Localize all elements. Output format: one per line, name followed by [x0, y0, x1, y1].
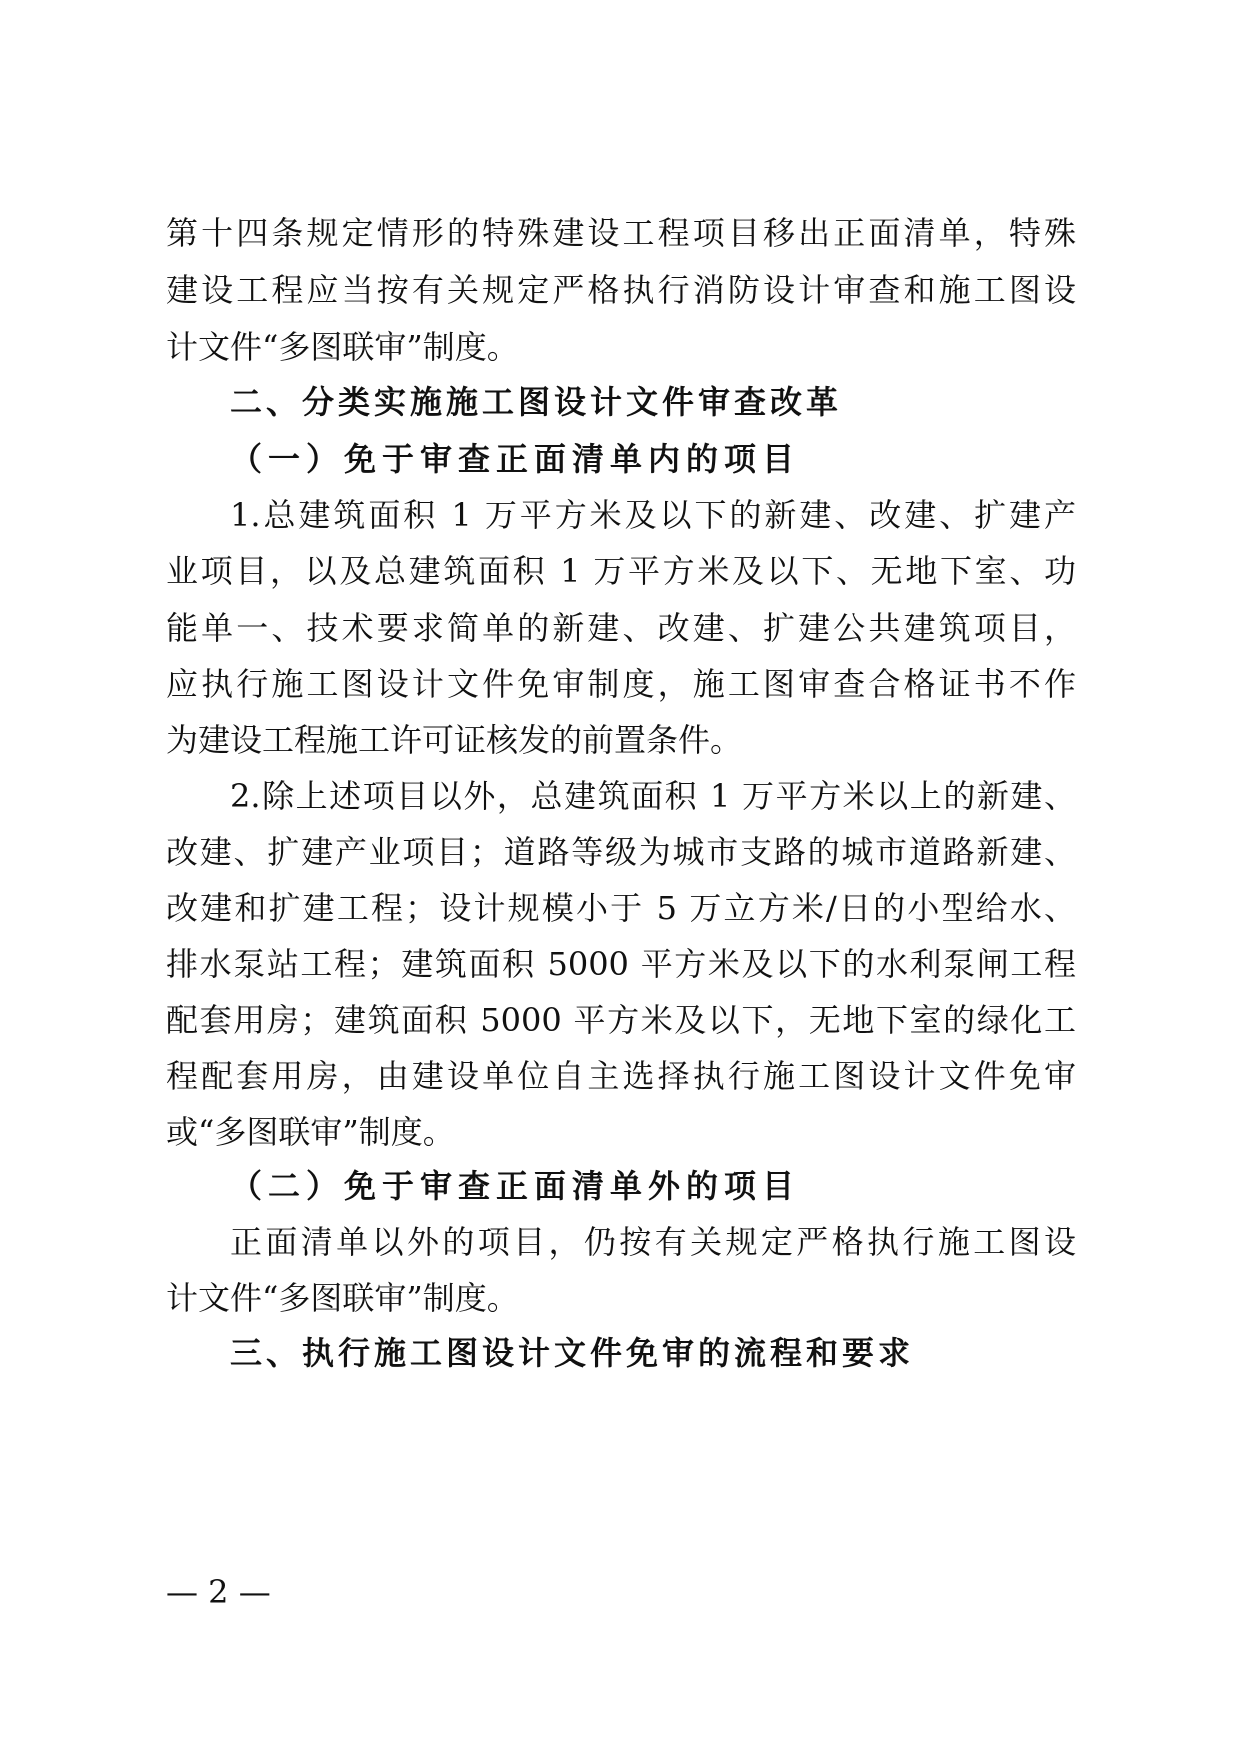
paragraph-2-line-2: 计文件“多图联审”制度。: [166, 1279, 519, 1317]
item-1-line-2: 业项目，以及总建筑面积 1 万平方米及以下、无地下室、功: [166, 552, 1076, 590]
section-heading-3: 三、执行施工图设计文件免审的流程和要求: [230, 1334, 915, 1372]
item-1-line-3: 能单一、技术要求简单的新建、改建、扩建公共建筑项目，: [166, 609, 1076, 647]
section-heading-2: 二、分类实施施工图设计文件审查改革: [230, 383, 843, 421]
item-1-line-1: 1.总建筑面积 1 万平方米及以下的新建、改建、扩建产: [230, 496, 1076, 534]
paragraph-1-line-3: 计文件“多图联审”制度。: [166, 328, 519, 366]
item-2-line-3: 改建和扩建工程；设计规模小于 5 万立方米/日的小型给水、: [166, 889, 1076, 927]
paragraph-1-line-2: 建设工程应当按有关规定严格执行消防设计审查和施工图设: [166, 271, 1076, 309]
subsection-heading-2: （二）免于审查正面清单外的项目: [230, 1167, 801, 1205]
subsection-heading-1: （一）免于审查正面清单内的项目: [230, 440, 801, 478]
item-2-line-6: 程配套用房，由建设单位自主选择执行施工图设计文件免审: [166, 1057, 1076, 1095]
paragraph-2-line-1: 正面清单以外的项目，仍按有关规定严格执行施工图设: [230, 1223, 1076, 1261]
item-2-line-5: 配套用房；建筑面积 5000 平方米及以下，无地下室的绿化工: [166, 1001, 1076, 1039]
item-2-line-1: 2.除上述项目以外，总建筑面积 1 万平方米以上的新建、: [230, 777, 1076, 815]
page-number: — 2 —: [166, 1573, 271, 1611]
paragraph-1-line-1: 第十四条规定情形的特殊建设工程项目移出正面清单，特殊: [166, 214, 1076, 252]
item-1-line-5: 为建设工程施工许可证核发的前置条件。: [166, 721, 743, 759]
item-2-line-7: 或“多图联审”制度。: [166, 1113, 455, 1151]
item-2-line-2: 改建、扩建产业项目；道路等级为城市支路的城市道路新建、: [166, 833, 1076, 871]
item-1-line-4: 应执行施工图设计文件免审制度，施工图审查合格证书不作: [166, 665, 1076, 703]
item-2-line-4: 排水泵站工程；建筑面积 5000 平方米及以下的水利泵闸工程: [166, 945, 1076, 983]
